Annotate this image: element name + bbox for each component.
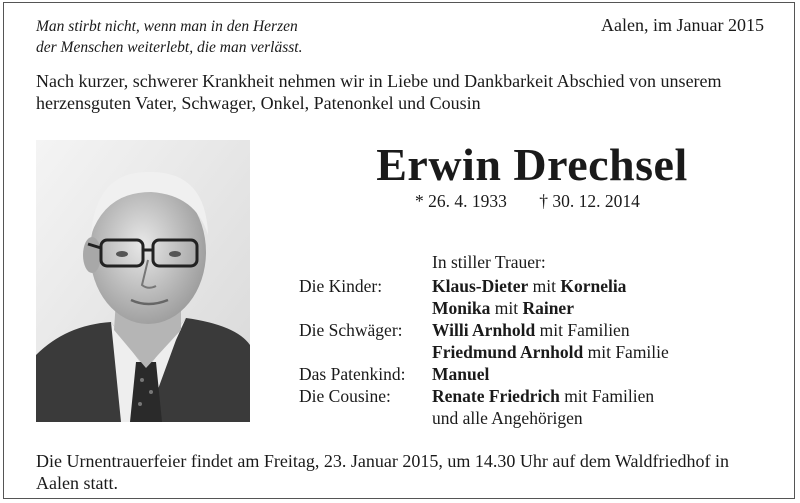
motto-line-1: Man stirbt nicht, wenn man in den Herzen	[36, 18, 298, 35]
place-date: Aalen, im Januar 2015	[601, 15, 764, 35]
relation-label	[299, 341, 432, 363]
relation-label: Die Schwäger:	[299, 320, 403, 340]
mourner-names: Friedmund Arnhold mit Familie	[432, 342, 669, 362]
motto-quote	[36, 16, 302, 58]
motto-line-2: der Menschen weiterlebt, die man verlässt.	[36, 39, 303, 56]
life-dates	[415, 191, 668, 212]
deceased-name: Erwin Drechsel	[376, 139, 688, 190]
mourner-names: Renate Friedrich mit Familien	[432, 386, 655, 406]
portrait-photo	[36, 140, 250, 422]
funeral-info: Die Urnentrauerfeier findet am Freitag, 23. Januar 2015, um 14.30 Uhr auf dem Waldfriedhof in Aalen statt.	[36, 451, 729, 493]
mourner-row	[299, 341, 669, 363]
mourner-names: Manuel	[432, 364, 490, 384]
mourner-names: und alle Angehörigen	[432, 408, 583, 428]
relation-label	[299, 297, 432, 319]
mourner-row	[299, 275, 669, 297]
intro-text: Nach kurzer, schwerer Krankheit nehmen wir in Liebe und Dankbarkeit Abschied von unserem herzensguten Vater, Schwager, Onkel, Patenonkel und Cousin	[36, 71, 722, 113]
mourner-row	[299, 297, 669, 319]
relation-label: Das Patenkind:	[299, 364, 406, 384]
mourner-row	[299, 407, 669, 429]
relation-label: Die Kinder:	[299, 276, 383, 296]
mourner-names: Klaus-Dieter mit Kornelia	[432, 276, 627, 296]
relation-label: Die Cousine:	[299, 386, 391, 406]
mourner-names: Willi Arnhold mit Familien	[432, 320, 630, 340]
mourner-row	[299, 385, 669, 407]
mourner-row	[299, 363, 669, 385]
relation-label	[299, 407, 432, 429]
mourner-names: Monika mit Rainer	[432, 298, 574, 318]
mourner-row	[299, 319, 669, 341]
birth-date: * 26. 4. 1933	[415, 191, 507, 211]
mourning-heading: In stiller Trauer:	[432, 252, 546, 272]
mourners-list	[299, 275, 669, 429]
death-date: † 30. 12. 2014	[539, 191, 640, 211]
